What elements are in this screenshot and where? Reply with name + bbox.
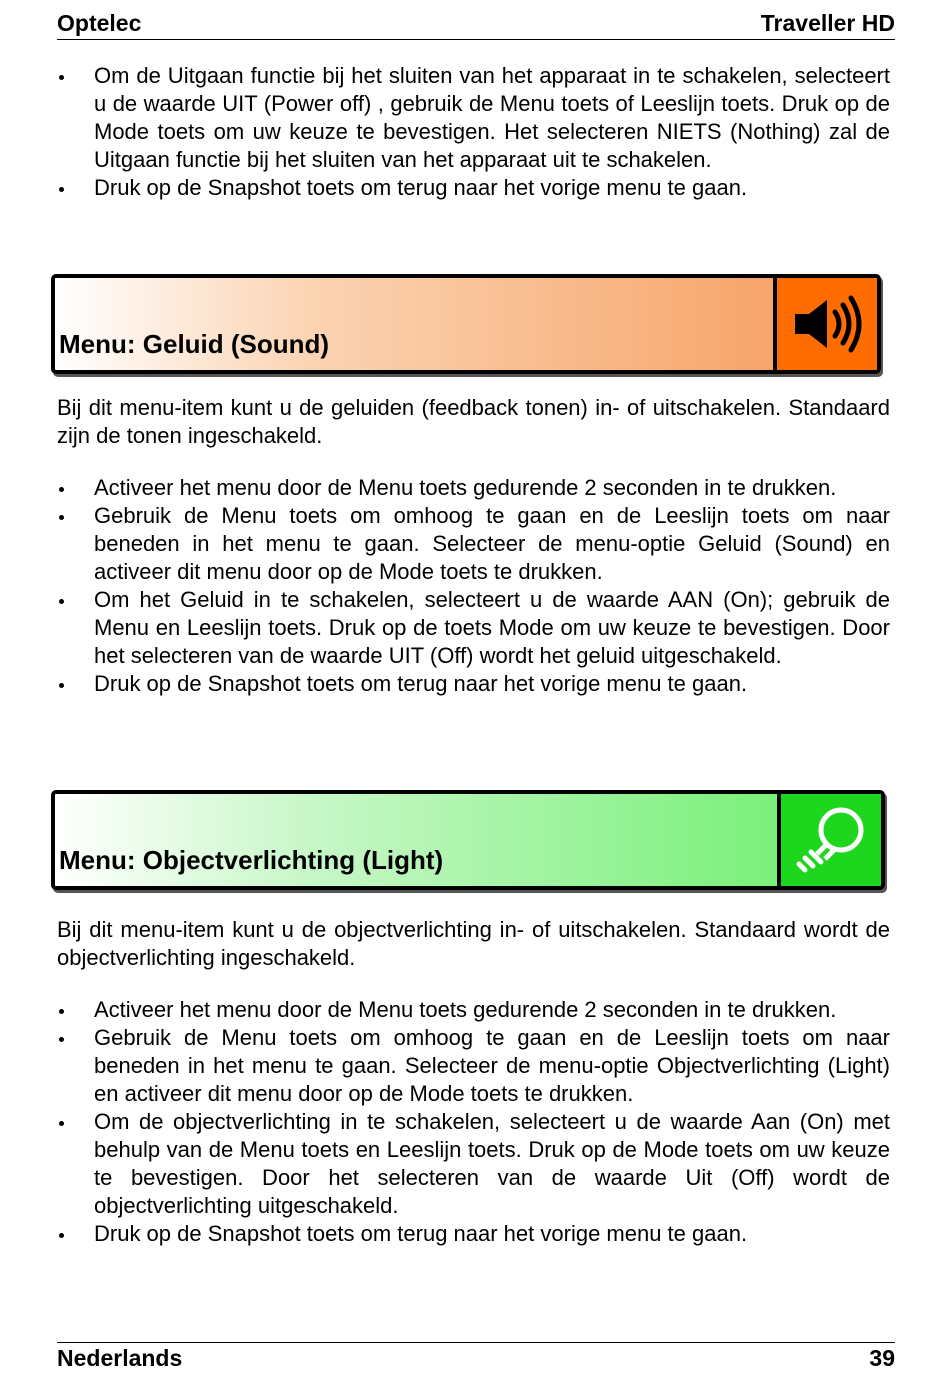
section-intro: Bij dit menu-item kunt u de objectverlichting in- of uitschakelen. Standaard wordt de objectverlichting ingeschakeld.	[57, 917, 890, 970]
sound-section-banner	[51, 274, 881, 374]
sound-bullet-list	[57, 474, 890, 698]
header-brand: Optelec	[57, 10, 142, 36]
list-item: Activeer het menu door de Menu toets gedurende 2 seconden in te drukken.	[57, 996, 890, 1024]
speaker-sound-icon	[791, 294, 863, 354]
light-bulb-icon	[791, 802, 871, 878]
list-item: Gebruik de Menu toets om omhoog te gaan en de Leeslijn toets om naar beneden in het menu te gaan. Selecteer de menu-optie Geluid (Sound) en activeer dit menu door op de Mode toets te drukken.	[57, 502, 890, 586]
light-section-banner	[51, 790, 885, 890]
list-item: Activeer het menu door de Menu toets gedurende 2 seconden in te drukken.	[57, 474, 890, 502]
list-item: Om de objectverlichting in te schakelen, selecteert u de waarde Aan (On) met behulp van de Menu toets en Leeslijn toets. Druk op de Mode toets om uw keuze te bevestigen. Door het selecteren van de waarde Uit (Off) wordt de objectverlichting uitgeschakeld.	[57, 1108, 890, 1220]
list-item: Om de Uitgaan functie bij het sluiten van het apparaat in te schakelen, selecteert u de waarde UIT (Power off) , gebruik de Menu toets of Leeslijn toets. Druk op de Mode toets om uw keuze te bevestigen. Het selecteren NIETS (Nothing) zal de Uitgaan functie bij het sluiten van het apparaat uit te schakelen.	[57, 62, 890, 174]
header-product: Traveller HD	[760, 10, 895, 36]
section-title: Menu: Geluid (Sound)	[55, 278, 773, 370]
top-bullet-block	[57, 62, 890, 202]
top-bullet-list	[57, 62, 890, 202]
page-footer	[57, 1342, 895, 1373]
light-icon-box	[777, 794, 881, 886]
list-item: Gebruik de Menu toets om omhoog te gaan en de Leeslijn toets om naar beneden in het menu te gaan. Selecteer de menu-optie Objectverlichting (Light) en activeer dit menu door op de Mode toets te drukken.	[57, 1024, 890, 1108]
page-number: 39	[869, 1344, 895, 1371]
light-section-body	[57, 916, 890, 972]
footer-language: Nederlands	[57, 1344, 183, 1371]
section-intro: Bij dit menu-item kunt u de geluiden (feedback tonen) in- of uitschakelen. Standaard zijn de tonen ingeschakeld.	[57, 395, 890, 448]
light-bullet-block	[57, 996, 890, 1248]
sound-bullet-block	[57, 474, 890, 698]
light-bullet-list	[57, 996, 890, 1248]
list-item: Druk op de Snapshot toets om terug naar het vorige menu te gaan.	[57, 670, 890, 698]
list-item: Druk op de Snapshot toets om terug naar het vorige menu te gaan.	[57, 1220, 890, 1248]
list-item: Druk op de Snapshot toets om terug naar het vorige menu te gaan.	[57, 174, 890, 202]
section-title: Menu: Objectverlichting (Light)	[55, 794, 777, 886]
page-header	[57, 10, 895, 40]
sound-icon-box	[773, 278, 877, 370]
sound-section-body	[57, 394, 890, 450]
list-item: Om het Geluid in te schakelen, selecteert u de waarde AAN (On); gebruik de Menu en Leeslijn toets. Druk op de toets Mode om uw keuze te bevestigen. Door het selecteren van de waarde UIT (Off) wordt het geluid uitgeschakeld.	[57, 586, 890, 670]
